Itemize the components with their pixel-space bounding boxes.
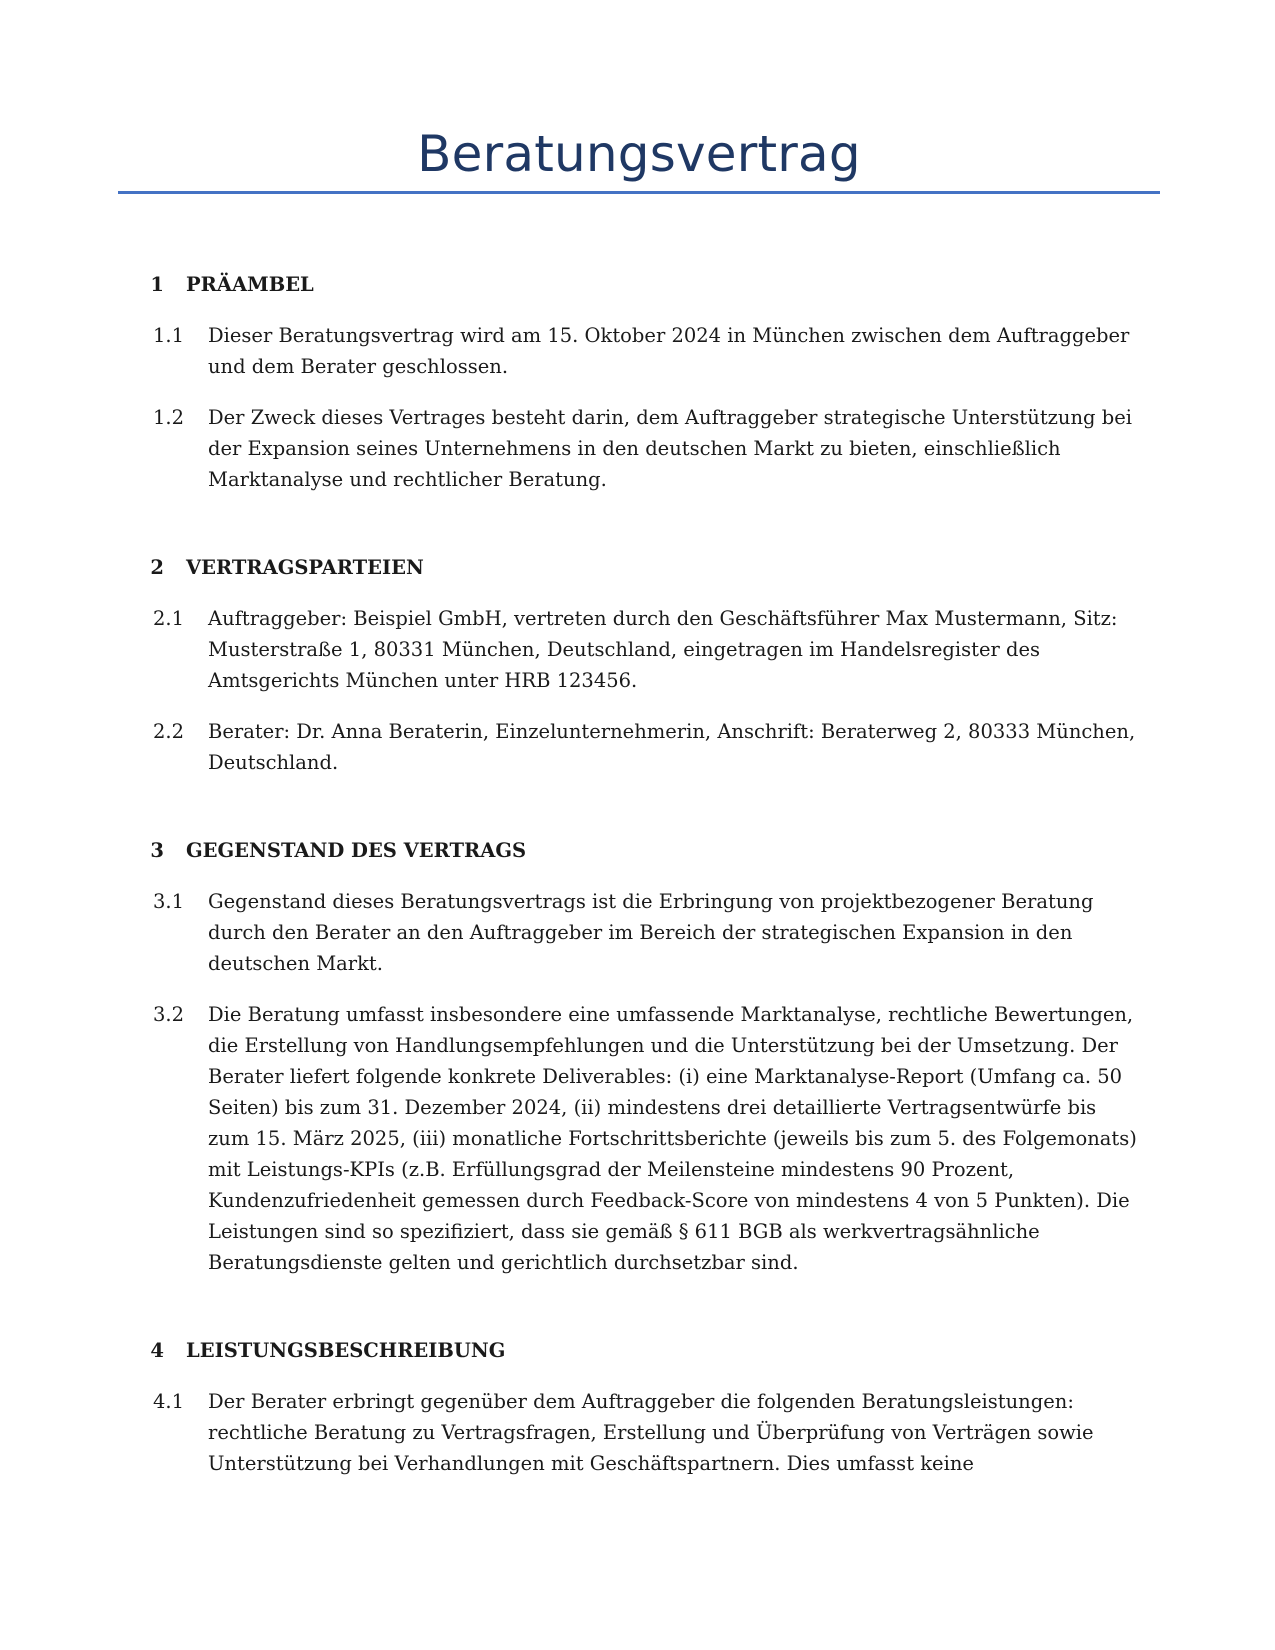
section-heading bbox=[118, 836, 1168, 866]
section-number: 4 bbox=[150, 1339, 164, 1362]
clause-text: Berater: Dr. Anna Beraterin, Einzelunternehmerin, Anschrift: Beraterweg 2, 80333 München, Deutschland. bbox=[208, 720, 1136, 774]
section-vertragsparteien bbox=[118, 553, 1168, 778]
clause-number: 3.1 bbox=[153, 890, 185, 913]
clause-text: Auftraggeber: Beispiel GmbH, vertreten durch den Geschäftsführer Max Mustermann, Sitz: Musterstraße 1, 80331 München, Deutschland, eingetragen im Handelsregister des Amtsgerichts München unter HRB 123456. bbox=[208, 607, 1118, 692]
clause bbox=[118, 999, 1168, 1278]
clause-text: Der Berater erbringt gegenüber dem Auftraggeber die folgenden Beratungsleistungen: rechtliche Beratung zu Vertragsfragen, Erstellung und Überprüfung von Verträgen sowie Unterstützung bei Verhandlungen mit Geschäftspartnern. Dies umfasst keine bbox=[208, 1390, 1094, 1475]
section-gegenstand bbox=[118, 836, 1168, 1278]
clause-number: 1.1 bbox=[153, 324, 185, 347]
title-underline bbox=[118, 191, 1160, 194]
clause bbox=[118, 320, 1168, 382]
clause-number: 2.1 bbox=[153, 607, 185, 630]
clause-number: 3.2 bbox=[153, 1003, 185, 1026]
clause bbox=[118, 886, 1168, 979]
document-title: Beratungsvertrag bbox=[417, 125, 861, 183]
clause-text: Gegenstand dieses Beratungsvertrags ist die Erbringung von projektbezogener Beratung durch den Berater an den Auftraggeber im Bereich der strategischen Expansion in den deutschen Markt. bbox=[208, 890, 1094, 975]
clause-number: 1.2 bbox=[153, 406, 185, 429]
clause-number: 4.1 bbox=[153, 1390, 185, 1413]
section-leistungsbeschreibung bbox=[118, 1336, 1168, 1479]
clause bbox=[118, 1386, 1168, 1479]
section-title: GEGENSTAND DES VERTRAGS bbox=[186, 839, 527, 862]
clause-text: Der Zweck dieses Vertrages besteht darin, dem Auftraggeber strategische Unterstützung bei der Expansion seines Unternehmens in den deutschen Markt zu bieten, einschließlich Marktanalyse und rechtlicher Beratung. bbox=[208, 406, 1132, 491]
clause-text: Dieser Beratungsvertrag wird am 15. Oktober 2024 in München zwischen dem Auftraggeber und dem Berater geschlossen. bbox=[208, 324, 1130, 378]
section-heading bbox=[118, 553, 1168, 583]
document-body bbox=[118, 270, 1168, 1537]
clause-number: 2.2 bbox=[153, 720, 185, 743]
clause bbox=[118, 402, 1168, 495]
section-number: 1 bbox=[150, 273, 164, 296]
section-title: LEISTUNGSBESCHREIBUNG bbox=[186, 1339, 506, 1362]
section-number: 3 bbox=[150, 839, 164, 862]
section-title: PRÄAMBEL bbox=[186, 273, 314, 296]
section-title: VERTRAGSPARTEIEN bbox=[186, 556, 424, 579]
clause-text: Die Beratung umfasst insbesondere eine umfassende Marktanalyse, rechtliche Bewertungen, die Erstellung von Handlungsempfehlungen und die Unterstützung bei der Umsetzung. Der Berater liefert folgende konkrete Deliverables: (i) eine Marktanalyse-Report (Umfang ca. 50 Seiten) bis zum 31. Dezember 2024, (ii) mindestens drei detaillierte Vertragsentwürfe bis zum 15. März 2025, (iii) monatliche Fortschrittsberichte (jeweils bis zum 5. des Folgemonats) mit Leistungs-KPIs (z.B. Erfüllungsgrad der Meilensteine mindestens 90 Prozent, Kundenzufriedenheit gemessen durch Feedback-Score von mindestens 4 von 5 Punkten). Die Leistungen sind so spezifiziert, dass sie gemäß § 611 BGB als werkvertragsähnliche Beratungsdienste gelten und gerichtlich durchsetzbar sind. bbox=[208, 1003, 1137, 1274]
section-heading bbox=[118, 1336, 1168, 1366]
clause bbox=[118, 603, 1168, 696]
section-heading bbox=[118, 270, 1168, 300]
section-number: 2 bbox=[150, 556, 164, 579]
section-praeambel bbox=[118, 270, 1168, 495]
clause bbox=[118, 716, 1168, 778]
